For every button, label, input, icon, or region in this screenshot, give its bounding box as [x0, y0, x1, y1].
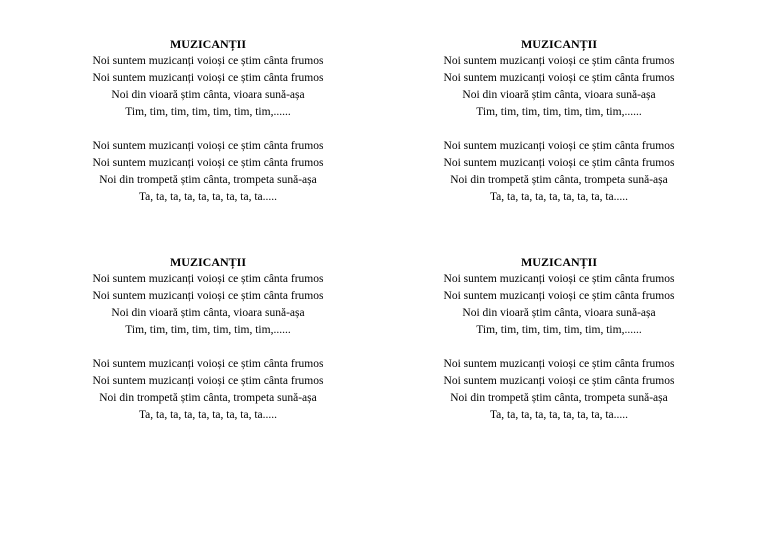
verse-line: Noi suntem muzicanți voioși ce știm cânta frumos: [92, 273, 324, 285]
verse-line: Noi suntem muzicanți voioși ce știm cânta frumos: [443, 375, 675, 387]
verse-gap: [389, 121, 729, 138]
song-title: MUZICANȚII: [169, 37, 246, 51]
verse-line: Tim, tim, tim, tim, tim, tim, tim,......: [476, 324, 642, 336]
verse-line: Noi suntem muzicanți voioși ce știm cânta frumos: [443, 358, 675, 370]
verse-line: Noi din trompetă știm cânta, trompeta sună-așa: [450, 392, 668, 404]
verse-line: Tim, tim, tim, tim, tim, tim, tim,......: [125, 324, 291, 336]
verse-line: Noi suntem muzicanți voioși ce știm cânta frumos: [92, 55, 324, 67]
song-title: MUZICANȚII: [520, 255, 597, 269]
verse-line: Noi din vioară știm cânta, vioara sună-așa: [462, 307, 656, 319]
song-block: [389, 254, 729, 424]
verse-line: Noi suntem muzicanți voioși ce știm cânta frumos: [92, 290, 324, 302]
verse-line: Noi suntem muzicanți voioși ce știm cânta frumos: [443, 273, 675, 285]
verse-line: Tim, tim, tim, tim, tim, tim, tim,......: [476, 106, 642, 118]
verse-line: Noi suntem muzicanți voioși ce știm cânta frumos: [92, 72, 324, 84]
verse-gap: [38, 121, 378, 138]
verse-line: Noi suntem muzicanți voioși ce știm cânta frumos: [443, 157, 675, 169]
verse-line: Ta, ta, ta, ta, ta, ta, ta, ta, ta.....: [138, 191, 278, 203]
song-title: MUZICANȚII: [520, 37, 597, 51]
verse-line: Noi din vioară știm cânta, vioara sună-așa: [111, 307, 305, 319]
verse-line: Noi din trompetă știm cânta, trompeta sună-așa: [450, 174, 668, 186]
verse-line: Noi suntem muzicanți voioși ce știm cânta frumos: [92, 140, 324, 152]
verse-line: Noi suntem muzicanți voioși ce știm cânta frumos: [92, 358, 324, 370]
verse-line: Noi suntem muzicanți voioși ce știm cânta frumos: [443, 55, 675, 67]
verse-line: Noi suntem muzicanți voioși ce știm cânta frumos: [443, 140, 675, 152]
song-title: MUZICANȚII: [169, 255, 246, 269]
verse-line: Ta, ta, ta, ta, ta, ta, ta, ta, ta.....: [489, 191, 629, 203]
verse-line: Ta, ta, ta, ta, ta, ta, ta, ta, ta.....: [138, 409, 278, 421]
verse-gap: [38, 339, 378, 356]
verse-line: Tim, tim, tim, tim, tim, tim, tim,......: [125, 106, 291, 118]
verse-line: Noi suntem muzicanți voioși ce știm cânta frumos: [92, 157, 324, 169]
song-block: [389, 36, 729, 206]
verse-line: Noi din trompetă știm cânta, trompeta sună-așa: [99, 392, 317, 404]
verse-gap: [389, 339, 729, 356]
verse-line: Noi din trompetă știm cânta, trompeta sună-așa: [99, 174, 317, 186]
verse-line: Ta, ta, ta, ta, ta, ta, ta, ta, ta.....: [489, 409, 629, 421]
verse-line: Noi suntem muzicanți voioși ce știm cânta frumos: [443, 72, 675, 84]
song-block: [38, 36, 378, 206]
song-block: [38, 254, 378, 424]
verse-line: Noi din vioară știm cânta, vioara sună-așa: [462, 89, 656, 101]
verse-line: Noi suntem muzicanți voioși ce știm cânta frumos: [92, 375, 324, 387]
verse-line: Noi suntem muzicanți voioși ce știm cânta frumos: [443, 290, 675, 302]
verse-line: Noi din vioară știm cânta, vioara sună-așa: [111, 89, 305, 101]
